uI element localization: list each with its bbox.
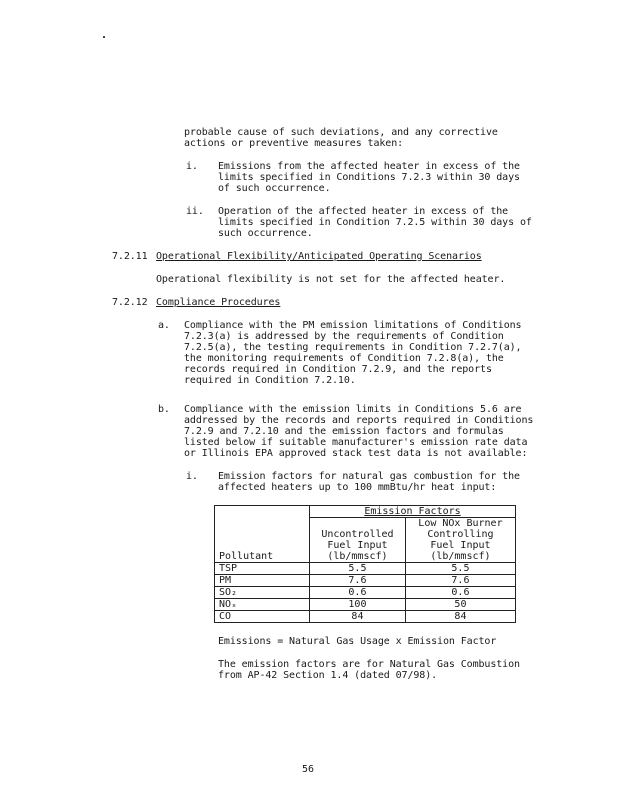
item-label: i. bbox=[186, 471, 198, 482]
uncontrolled-cell: 100 bbox=[310, 599, 406, 611]
uncontrolled-cell: 5.5 bbox=[310, 563, 406, 575]
item-text-line: of such occurrence. bbox=[218, 183, 331, 194]
group-header: Emission Factors bbox=[310, 506, 516, 518]
pollutant-cell: NOₓ bbox=[215, 599, 310, 611]
table-corner bbox=[215, 506, 310, 518]
item-text-line: such occurrence. bbox=[218, 228, 313, 239]
page-number: 56 bbox=[302, 764, 315, 775]
section-number: 7.2.11 bbox=[112, 251, 148, 262]
uncontrolled-cell: 0.6 bbox=[310, 587, 406, 599]
item-text-line: Compliance with the PM emission limitations of Conditions bbox=[184, 320, 522, 331]
pollutant-cell: CO bbox=[215, 611, 310, 623]
col2-header-line: (lb/mmscf) bbox=[405, 551, 515, 563]
section-body: Operational flexibility is not set for the affected heater. bbox=[156, 274, 506, 285]
intro-line: probable cause of such deviations, and any corrective bbox=[184, 127, 498, 138]
item-text-line: addressed by the records and reports required in Conditions bbox=[184, 415, 534, 426]
item-text-line: limits specified in Conditions 7.2.3 within 30 days bbox=[218, 172, 520, 183]
col2-header-line: Fuel Input bbox=[405, 540, 515, 551]
emission-factors-table bbox=[214, 505, 516, 623]
uncontrolled-cell: 84 bbox=[310, 611, 406, 623]
item-text-line: Emissions from the affected heater in excess of the bbox=[218, 161, 520, 172]
intro-line: actions or preventive measures taken: bbox=[184, 138, 404, 149]
item-label: i. bbox=[186, 161, 198, 172]
item-text-line: 7.2.9 and 7.2.10 and the emission factors and formulas bbox=[184, 426, 504, 437]
col1-header-line: Fuel Input bbox=[310, 540, 406, 551]
item-text-line: Emission factors for natural gas combustion for the bbox=[218, 471, 520, 482]
low-nox-cell: 50 bbox=[405, 599, 515, 611]
item-label: a. bbox=[158, 320, 170, 331]
low-nox-cell: 84 bbox=[405, 611, 515, 623]
low-nox-cell: 0.6 bbox=[405, 587, 515, 599]
item-text-line: the monitoring requirements of Condition 7.2.8(a), the bbox=[184, 353, 504, 364]
table-row bbox=[215, 611, 516, 623]
col1-header-line: (lb/mmscf) bbox=[310, 551, 406, 563]
item-text-line: limits specified in Condition 7.2.5 within 30 days of bbox=[218, 217, 532, 228]
section-number: 7.2.12 bbox=[112, 297, 148, 308]
item-label: ii. bbox=[186, 206, 204, 217]
pollutant-cell: PM bbox=[215, 575, 310, 587]
source-note-line: The emission factors are for Natural Gas Combustion bbox=[218, 659, 520, 670]
pollutant-cell: SO₂ bbox=[215, 587, 310, 599]
item-text-line: 7.2.3(a) is addressed by the requirements of Condition bbox=[184, 331, 504, 342]
item-text-line: 7.2.5(a), the testing requirements in Condition 7.2.7(a), bbox=[184, 342, 522, 353]
table-row bbox=[215, 587, 516, 599]
section-title: Operational Flexibility/Anticipated Operating Scenarios bbox=[156, 251, 482, 262]
uncontrolled-cell: 7.6 bbox=[310, 575, 406, 587]
item-text-line: Compliance with the emission limits in Conditions 5.6 are bbox=[184, 404, 522, 415]
item-label: b. bbox=[158, 404, 170, 415]
item-text-line: listed below if suitable manufacturer's emission rate data bbox=[184, 437, 528, 448]
item-text-line: required in Condition 7.2.10. bbox=[184, 375, 356, 386]
emissions-formula: Emissions = Natural Gas Usage x Emission Factor bbox=[218, 636, 497, 647]
item-text-line: or Illinois EPA approved stack test data is not available: bbox=[184, 448, 528, 459]
low-nox-cell: 7.6 bbox=[405, 575, 515, 587]
low-nox-cell: 5.5 bbox=[405, 563, 515, 575]
table-row bbox=[215, 599, 516, 611]
item-text-line: records required in Condition 7.2.9, and the reports bbox=[184, 364, 492, 375]
section-title: Compliance Procedures bbox=[156, 297, 281, 308]
table-row bbox=[215, 563, 516, 575]
col1-header-line: Uncontrolled bbox=[310, 529, 406, 540]
item-text-line: Operation of the affected heater in excess of the bbox=[218, 206, 509, 217]
item-text-line: affected heaters up to 100 mmBtu/hr heat input: bbox=[218, 482, 497, 493]
source-note-line: from AP-42 Section 1.4 (dated 07/98). bbox=[218, 670, 438, 681]
pollutant-header: Pollutant bbox=[215, 551, 310, 563]
col2-header-line: Controlling bbox=[405, 529, 515, 540]
col2-header-line: Low NOx Burner bbox=[405, 518, 515, 530]
pollutant-cell: TSP bbox=[215, 563, 310, 575]
table-row bbox=[215, 575, 516, 587]
scan-speck bbox=[103, 36, 105, 38]
